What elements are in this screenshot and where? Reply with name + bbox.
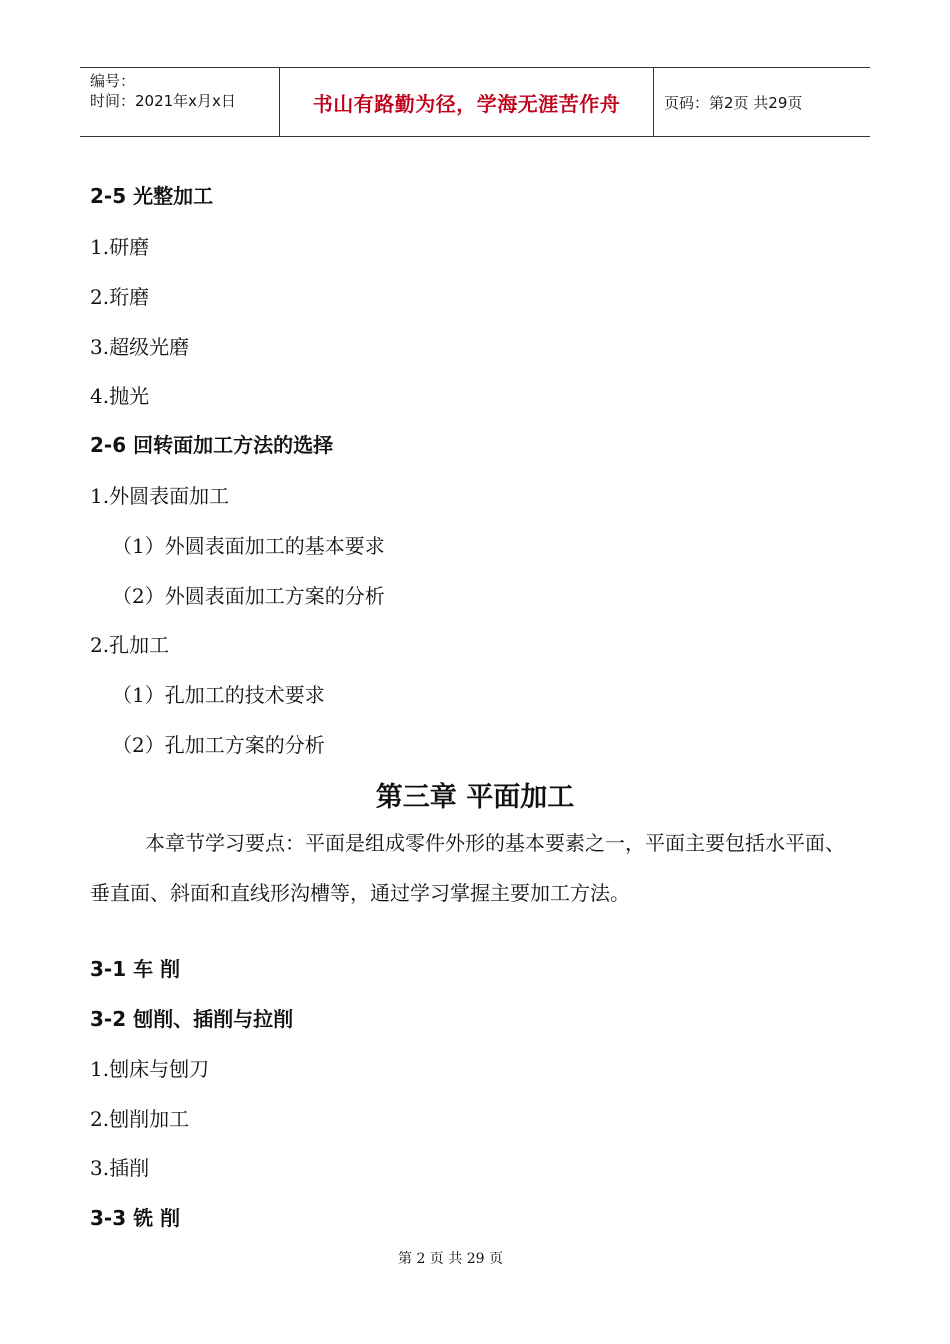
time-label: 时间：2021年x月x日 bbox=[90, 92, 236, 110]
chapter-title: 第三章 平面加工 bbox=[375, 782, 575, 813]
list-item: 2.刨削加工 bbox=[90, 1107, 190, 1131]
sub-list-item: （2）孔加工方案的分析 bbox=[112, 733, 325, 757]
number-label: 编号： bbox=[90, 72, 136, 90]
page-header bbox=[80, 67, 870, 137]
chapter-intro: 本章节学习要点：平面是组成零件外形的基本要素之一，平面主要包括水平面、垂直面、斜面和直线形沟槽等，通过学习掌握主要加工方法。 bbox=[90, 831, 845, 905]
header-motto-cell bbox=[280, 68, 654, 136]
header-meta bbox=[80, 68, 280, 136]
list-item: 1.刨床与刨刀 bbox=[90, 1057, 210, 1081]
list-item: 2.珩磨 bbox=[90, 285, 150, 309]
list-item: 1.外圆表面加工 bbox=[90, 484, 230, 508]
sub-list-item: （1）孔加工的技术要求 bbox=[112, 683, 325, 707]
section-heading: 2-5 光整加工 bbox=[90, 184, 214, 208]
sub-list-item: （1）外圆表面加工的基本要求 bbox=[112, 534, 385, 558]
section-heading: 3-1 车 削 bbox=[90, 957, 181, 981]
section-heading: 3-3 铣 削 bbox=[90, 1206, 181, 1230]
list-item: 3.超级光磨 bbox=[90, 335, 190, 359]
list-item: 3.插削 bbox=[90, 1156, 150, 1180]
list-item: 1.研磨 bbox=[90, 235, 150, 259]
page-footer: 第 2 页 共 29 页 bbox=[398, 1251, 503, 1267]
section-heading: 2-6 回转面加工方法的选择 bbox=[90, 433, 334, 457]
sub-list-item: （2）外圆表面加工方案的分析 bbox=[112, 584, 385, 608]
motto: 书山有路勤为径，学海无涯苦作舟 bbox=[312, 91, 621, 116]
header-page-info: 页码：第2页 共29页 bbox=[664, 93, 803, 112]
list-item: 4.抛光 bbox=[90, 384, 150, 408]
list-item: 2.孔加工 bbox=[90, 633, 170, 657]
section-heading: 3-2 刨削、插削与拉削 bbox=[90, 1007, 294, 1031]
